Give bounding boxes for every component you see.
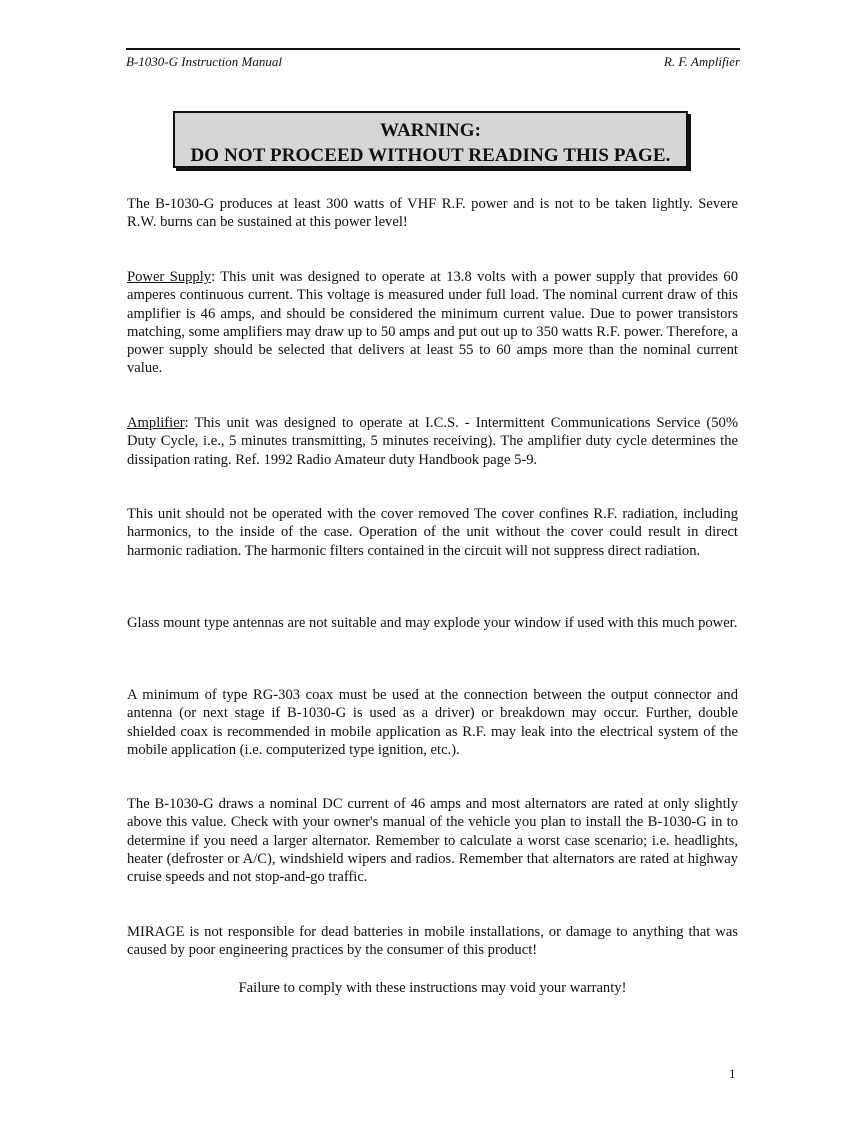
header-section-title: R. F. Amplifier xyxy=(663,54,740,69)
power-supply-heading: Power Supply xyxy=(127,269,212,285)
page-number: 1 xyxy=(729,1066,736,1081)
amplifier-paragraph xyxy=(127,414,738,469)
alternator-paragraph: The B-1030-G draws a nominal DC current of 46 amps and most alternators are rated at only slightly above this value. Check with your owner's manual of the vehicle you plan to install the B-1030-G in to determine if you need a larger alternator. Remember to calculate a worst case scenario; i.e. headlights, heater (defroster or A/C), windshield wipers and radios. Remember that alternators are rated at highway cruise speeds and not stop-and-go traffic. xyxy=(127,796,738,886)
power-supply-paragraph xyxy=(127,268,738,378)
page-header xyxy=(126,48,740,70)
cover-paragraph: This unit should not be operated with the cover removed The cover confines R.F. radiation, including harmonics, to the inside of the case. Operation of the unit without the cover could result in direct harmonic radiation. The harmonic filters contained in the circuit will not suppress direct radiation. xyxy=(127,506,738,559)
warning-subtitle: DO NOT PROCEED WITHOUT READING THIS PAGE. xyxy=(190,145,671,166)
glass-mount-paragraph: Glass mount type antennas are not suitable and may explode your window if used with this much power. xyxy=(127,615,738,631)
intro-paragraph: The B-1030-G produces at least 300 watts of VHF R.F. power and is not to be taken lightly. Severe R.W. burns can be sustained at this power level! xyxy=(127,196,738,231)
warning-title: WARNING: xyxy=(379,120,482,141)
header-manual-title: B-1030-G Instruction Manual xyxy=(126,54,282,69)
amplifier-heading: Amplifier xyxy=(127,415,185,431)
warranty-notice: Failure to comply with these instructions may void your warranty! xyxy=(238,980,627,996)
mirage-disclaimer-paragraph: MIRAGE is not responsible for dead batteries in mobile installations, or damage to anything that was caused by poor engineering practices by the consumer of this product! xyxy=(127,924,738,959)
coax-paragraph: A minimum of type RG-303 coax must be used at the connection between the output connector and antenna (or next stage if B-1030-G is used as a driver) or breakdown may occur. Further, double shielded coax is recommended in mobile application as R.F. may leak into the electrical system of the mobile application (i.e. computerized type ignition, etc.). xyxy=(127,687,738,758)
warning-box xyxy=(173,111,688,168)
power-supply-text: : This unit was designed to operate at 13.8 volts with a power supply that provides 60 amperes continuous current. This voltage is measured under full load. The nominal current draw of this amplifier is 46 amps, and should be considered the minimum current value. Due to power transistors matching, some amplifiers may draw up to 50 amps and put out up to 350 watts R.F. power. Therefore, a power supply should be selected that delivers at least 55 to 60 amps more than the nominal current value. xyxy=(127,269,738,377)
amplifier-text: : This unit was designed to operate at I.C.S. - Intermittent Communications Service (50% Duty Cycle, i.e., 5 minutes transmitting, 5 minutes receiving). The amplifier duty cycle determines the dissipation rating. Ref. 1992 Radio Amateur duty Handbook page 5-9. xyxy=(127,415,738,468)
